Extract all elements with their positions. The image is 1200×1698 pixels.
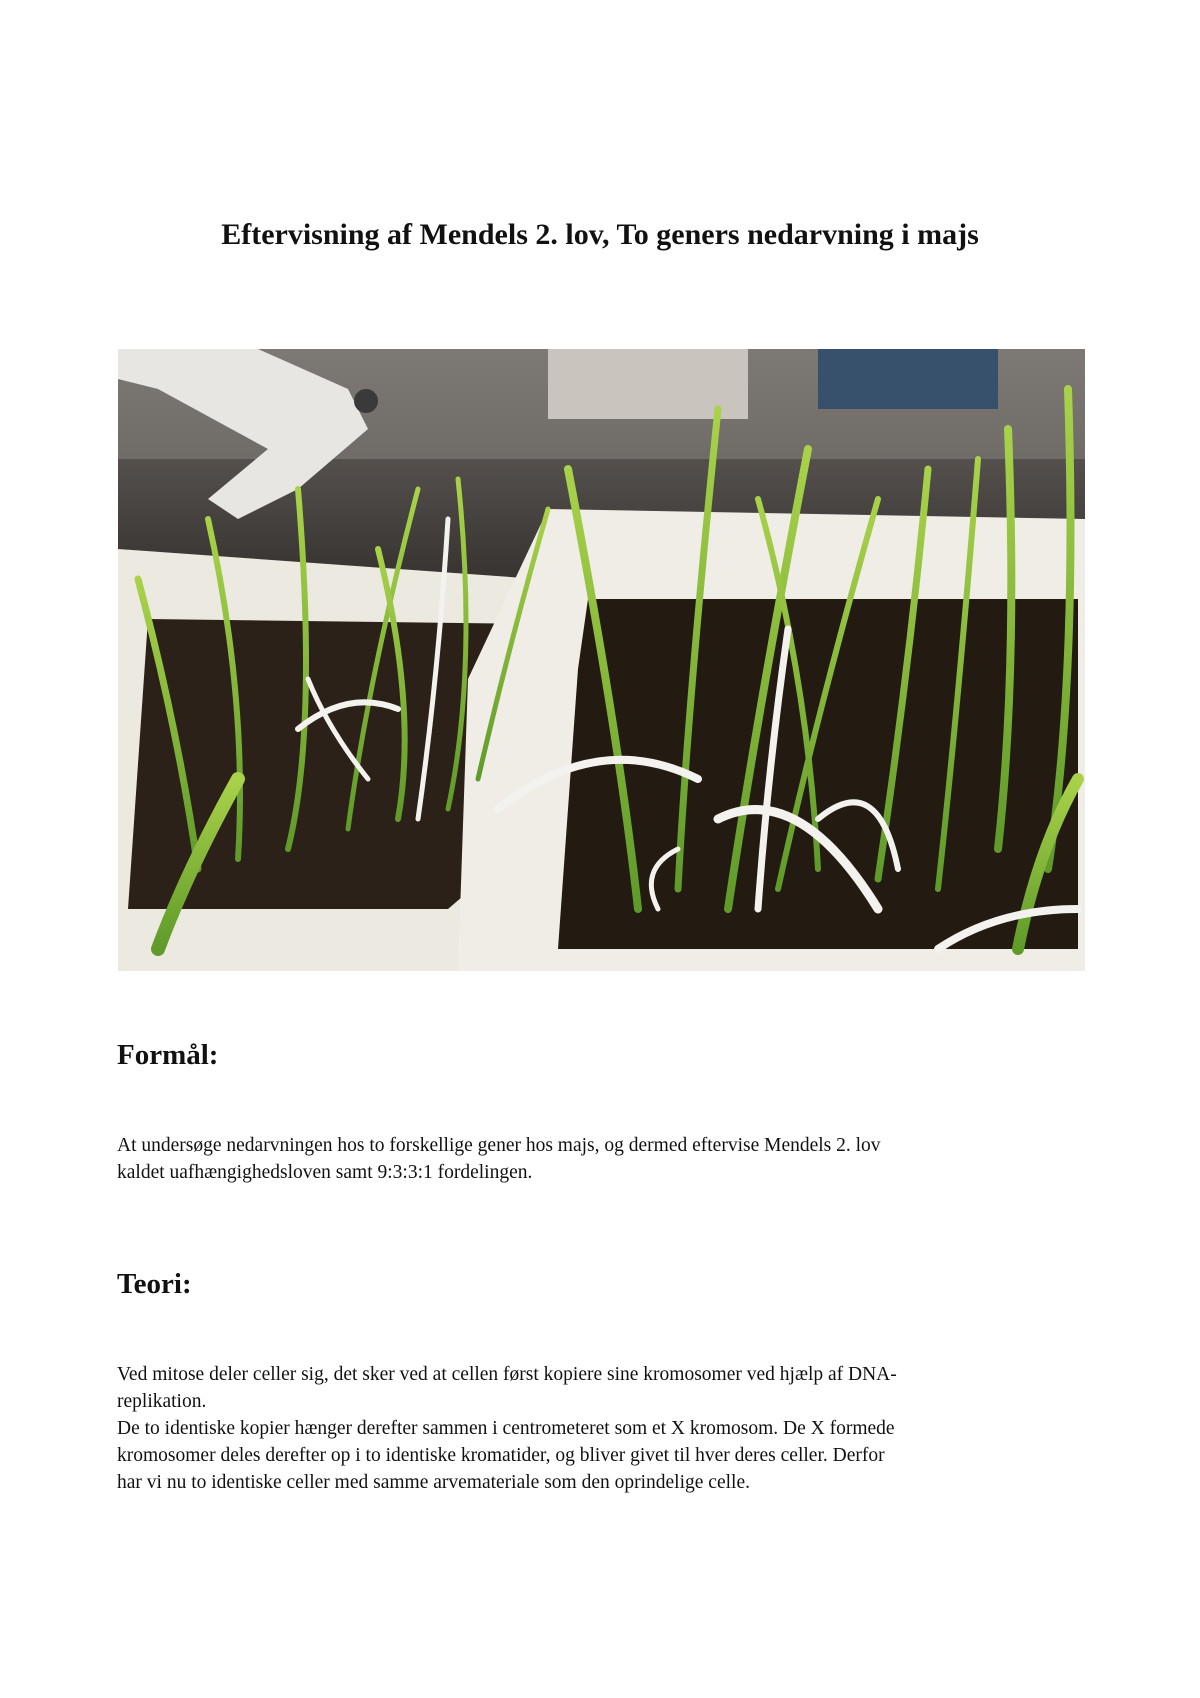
text-line: har vi nu to identiske celler med samme arvemateriale som den oprindelige celle. xyxy=(117,1472,750,1493)
text-line: kromosomer deles derefter op i to identiske kromatider, og bliver givet til hver deres celler. Derfor xyxy=(117,1445,885,1466)
section-body-formaal xyxy=(117,1132,1087,1186)
page-title: Eftervisning af Mendels 2. lov, To geners nedarvning i majs xyxy=(221,218,979,251)
section-heading-formaal: Formål: xyxy=(117,1039,219,1071)
text-line: replikation. xyxy=(117,1391,207,1412)
photo-corn-seedlings xyxy=(118,349,1085,971)
text-line: Ved mitose deler celler sig, det sker ved at cellen først kopiere sine kromosomer ved hjælp af DNA- xyxy=(117,1364,897,1385)
section-body-teori xyxy=(117,1361,1087,1496)
section-heading-teori: Teori: xyxy=(117,1268,192,1300)
text-line: De to identiske kopier hænger derefter sammen i centrometeret som et X kromosom. De X formede xyxy=(117,1418,895,1439)
photo-illustration xyxy=(118,349,1085,971)
text-line: At undersøge nedarvningen hos to forskellige gener hos majs, og dermed eftervise Mendels 2. lov xyxy=(117,1135,881,1156)
text-line: kaldet uafhængighedsloven samt 9:3:3:1 fordelingen. xyxy=(117,1162,533,1183)
